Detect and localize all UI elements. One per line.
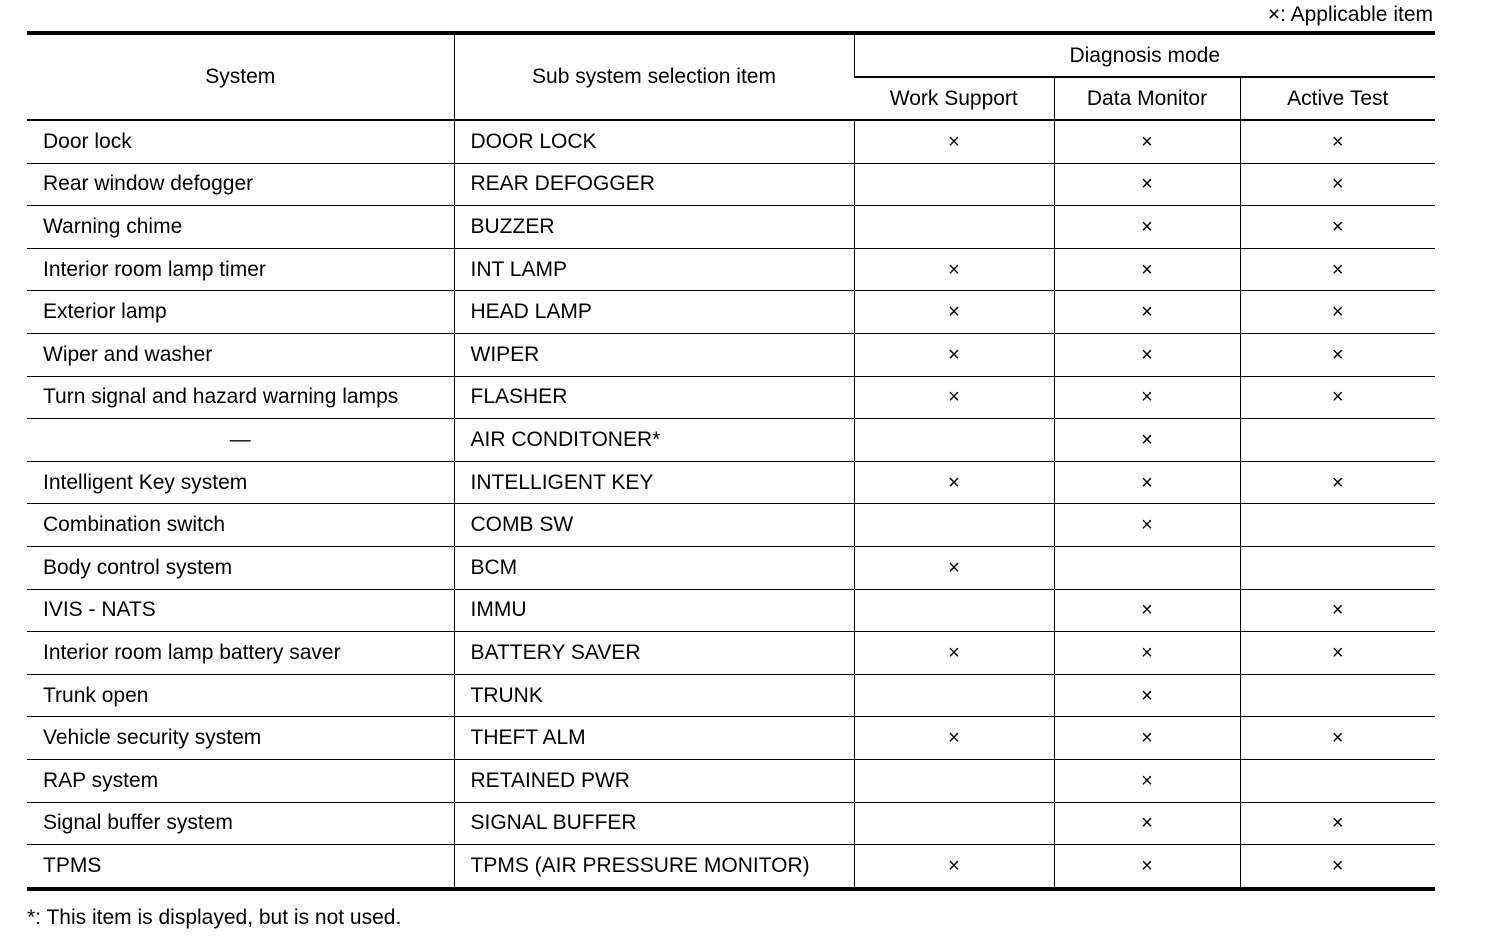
applicable-mark: × bbox=[1141, 343, 1153, 366]
cell-active-test bbox=[1240, 206, 1435, 249]
applicable-mark: × bbox=[1331, 343, 1344, 366]
applicable-mark: × bbox=[1141, 301, 1153, 324]
cell-sub-system: INTELLIGENT KEY bbox=[454, 461, 854, 504]
cell-active-test bbox=[1240, 333, 1435, 376]
col-header-active-test: Active Test bbox=[1240, 77, 1435, 120]
cell-system: Exterior lamp bbox=[27, 291, 454, 334]
cell-data-monitor bbox=[1054, 291, 1240, 334]
cell-data-monitor bbox=[1054, 845, 1240, 889]
cell-sub-system: RETAINED PWR bbox=[454, 759, 854, 802]
cell-active-test bbox=[1240, 419, 1435, 462]
cell-active-test bbox=[1240, 546, 1435, 589]
cell-work-support bbox=[854, 632, 1054, 675]
table-row bbox=[27, 504, 1435, 547]
applicable-mark: × bbox=[948, 727, 960, 750]
cell-active-test bbox=[1240, 291, 1435, 334]
cell-sub-system: REAR DEFOGGER bbox=[454, 163, 854, 206]
applicable-mark: × bbox=[948, 854, 960, 877]
table-row bbox=[27, 376, 1435, 419]
cell-active-test bbox=[1240, 717, 1435, 760]
cell-active-test bbox=[1240, 248, 1435, 291]
cell-data-monitor bbox=[1054, 674, 1240, 717]
cell-data-monitor bbox=[1054, 461, 1240, 504]
cell-sub-system: BCM bbox=[454, 546, 854, 589]
cell-sub-system: DOOR LOCK bbox=[454, 120, 854, 163]
cell-system: Interior room lamp battery saver bbox=[27, 632, 454, 675]
applicable-mark: × bbox=[948, 130, 960, 153]
col-header-diagnosis-mode: Diagnosis mode bbox=[854, 33, 1435, 77]
applicable-mark: × bbox=[1141, 641, 1153, 664]
applicable-mark: × bbox=[1141, 684, 1153, 707]
table-row bbox=[27, 845, 1435, 889]
cell-system: — bbox=[27, 419, 454, 462]
cell-data-monitor bbox=[1054, 120, 1240, 163]
cell-sub-system: AIR CONDITONER* bbox=[454, 419, 854, 462]
cell-system: Signal buffer system bbox=[27, 802, 454, 845]
applicable-mark: × bbox=[948, 471, 960, 494]
cell-active-test bbox=[1240, 504, 1435, 547]
cell-work-support bbox=[854, 419, 1054, 462]
cell-sub-system: COMB SW bbox=[454, 504, 854, 547]
cell-system: Body control system bbox=[27, 546, 454, 589]
cell-data-monitor bbox=[1054, 504, 1240, 547]
table-row bbox=[27, 546, 1435, 589]
applicable-mark: × bbox=[1331, 215, 1344, 238]
cell-work-support bbox=[854, 376, 1054, 419]
applicable-mark: × bbox=[1331, 641, 1344, 664]
cell-system: Warning chime bbox=[27, 206, 454, 249]
cell-data-monitor bbox=[1054, 802, 1240, 845]
cell-work-support bbox=[854, 291, 1054, 334]
cell-system: Interior room lamp timer bbox=[27, 248, 454, 291]
cell-work-support bbox=[854, 674, 1054, 717]
cell-sub-system: WIPER bbox=[454, 333, 854, 376]
cell-system: IVIS - NATS bbox=[27, 589, 454, 632]
cell-data-monitor bbox=[1054, 759, 1240, 802]
cell-work-support bbox=[854, 333, 1054, 376]
cell-sub-system: TPMS (AIR PRESSURE MONITOR) bbox=[454, 845, 854, 889]
applicable-mark: × bbox=[1331, 173, 1344, 196]
cell-sub-system: IMMU bbox=[454, 589, 854, 632]
cell-active-test bbox=[1240, 632, 1435, 675]
cell-sub-system: SIGNAL BUFFER bbox=[454, 802, 854, 845]
applicable-mark: × bbox=[948, 301, 960, 324]
cell-system: Intelligent Key system bbox=[27, 461, 454, 504]
table-body bbox=[27, 120, 1435, 889]
cell-work-support bbox=[854, 504, 1054, 547]
applicable-mark: × bbox=[948, 258, 960, 281]
cell-system: Combination switch bbox=[27, 504, 454, 547]
col-header-sub-system: Sub system selection item bbox=[454, 33, 854, 120]
applicable-mark: × bbox=[1331, 130, 1344, 153]
applicable-mark: × bbox=[1331, 258, 1344, 281]
applicable-mark: × bbox=[1141, 769, 1153, 792]
cell-data-monitor bbox=[1054, 206, 1240, 249]
applicable-mark: × bbox=[1331, 301, 1344, 324]
cell-work-support bbox=[854, 759, 1054, 802]
applicable-mark: × bbox=[1141, 173, 1153, 196]
applicable-mark: × bbox=[1141, 514, 1153, 537]
cell-active-test bbox=[1240, 802, 1435, 845]
cell-system: Trunk open bbox=[27, 674, 454, 717]
cell-work-support bbox=[854, 546, 1054, 589]
cell-work-support bbox=[854, 163, 1054, 206]
cell-sub-system: FLASHER bbox=[454, 376, 854, 419]
cell-system: Vehicle security system bbox=[27, 717, 454, 760]
applicable-mark: × bbox=[1141, 215, 1153, 238]
cell-data-monitor bbox=[1054, 163, 1240, 206]
cell-system: Rear window defogger bbox=[27, 163, 454, 206]
cell-work-support bbox=[854, 717, 1054, 760]
applicable-mark: × bbox=[1141, 854, 1153, 877]
cell-sub-system: THEFT ALM bbox=[454, 717, 854, 760]
applicable-mark: × bbox=[1331, 812, 1344, 835]
applicable-mark: × bbox=[948, 386, 960, 409]
table-row bbox=[27, 759, 1435, 802]
cell-work-support bbox=[854, 120, 1054, 163]
cell-sub-system: BATTERY SAVER bbox=[454, 632, 854, 675]
cell-active-test bbox=[1240, 759, 1435, 802]
cell-sub-system: INT LAMP bbox=[454, 248, 854, 291]
applicable-mark: × bbox=[1331, 727, 1344, 750]
cell-system: Door lock bbox=[27, 120, 454, 163]
col-header-system: System bbox=[205, 65, 276, 88]
applicable-mark: × bbox=[1141, 386, 1153, 409]
table-row bbox=[27, 419, 1435, 462]
cell-data-monitor bbox=[1054, 546, 1240, 589]
cell-active-test bbox=[1240, 589, 1435, 632]
cell-data-monitor bbox=[1054, 632, 1240, 675]
table-row bbox=[27, 802, 1435, 845]
cell-work-support bbox=[854, 461, 1054, 504]
cell-data-monitor bbox=[1054, 248, 1240, 291]
applicable-mark: × bbox=[1141, 130, 1153, 153]
cell-active-test bbox=[1240, 674, 1435, 717]
cell-work-support bbox=[854, 845, 1054, 889]
applicable-mark: × bbox=[1331, 386, 1344, 409]
cell-sub-system: TRUNK bbox=[454, 674, 854, 717]
table-row bbox=[27, 632, 1435, 675]
table-row bbox=[27, 248, 1435, 291]
cell-work-support bbox=[854, 802, 1054, 845]
table-row bbox=[27, 674, 1435, 717]
cell-data-monitor bbox=[1054, 376, 1240, 419]
table-row bbox=[27, 717, 1435, 760]
applicable-mark: × bbox=[948, 343, 960, 366]
cell-active-test bbox=[1240, 120, 1435, 163]
table-row bbox=[27, 589, 1435, 632]
applicable-mark: × bbox=[1331, 599, 1344, 622]
cell-system: Wiper and washer bbox=[27, 333, 454, 376]
cell-work-support bbox=[854, 248, 1054, 291]
cell-sub-system: HEAD LAMP bbox=[454, 291, 854, 334]
applicable-mark: × bbox=[1331, 471, 1344, 494]
cell-system: TPMS bbox=[27, 845, 454, 889]
cell-active-test bbox=[1240, 163, 1435, 206]
cell-system: Turn signal and hazard warning lamps bbox=[27, 376, 454, 419]
legend-note: ×: Applicable item bbox=[1267, 3, 1433, 26]
cell-work-support bbox=[854, 206, 1054, 249]
cell-data-monitor bbox=[1054, 589, 1240, 632]
table-row bbox=[27, 461, 1435, 504]
cell-active-test bbox=[1240, 845, 1435, 889]
table-row bbox=[27, 163, 1435, 206]
table-row bbox=[27, 291, 1435, 334]
cell-active-test bbox=[1240, 461, 1435, 504]
cell-sub-system: BUZZER bbox=[454, 206, 854, 249]
applicable-mark: × bbox=[948, 556, 960, 579]
applicable-mark: × bbox=[1141, 812, 1153, 835]
applicable-mark: × bbox=[1141, 727, 1153, 750]
cell-data-monitor bbox=[1054, 333, 1240, 376]
table-row bbox=[27, 120, 1435, 163]
diagnosis-mode-table bbox=[27, 31, 1435, 891]
col-header-work-support: Work Support bbox=[854, 77, 1054, 120]
cell-active-test bbox=[1240, 376, 1435, 419]
cell-data-monitor bbox=[1054, 419, 1240, 462]
col-header-data-monitor: Data Monitor bbox=[1054, 77, 1240, 120]
cell-work-support bbox=[854, 589, 1054, 632]
applicable-mark: × bbox=[1141, 258, 1153, 281]
footnote: *: This item is displayed, but is not used. bbox=[27, 906, 402, 929]
table-row bbox=[27, 206, 1435, 249]
applicable-mark: × bbox=[1141, 599, 1153, 622]
cell-data-monitor bbox=[1054, 717, 1240, 760]
applicable-mark: × bbox=[1141, 428, 1153, 451]
applicable-mark: × bbox=[948, 641, 960, 664]
cell-system: RAP system bbox=[27, 759, 454, 802]
applicable-mark: × bbox=[1141, 471, 1153, 494]
applicable-mark: × bbox=[1331, 854, 1344, 877]
table-row bbox=[27, 333, 1435, 376]
